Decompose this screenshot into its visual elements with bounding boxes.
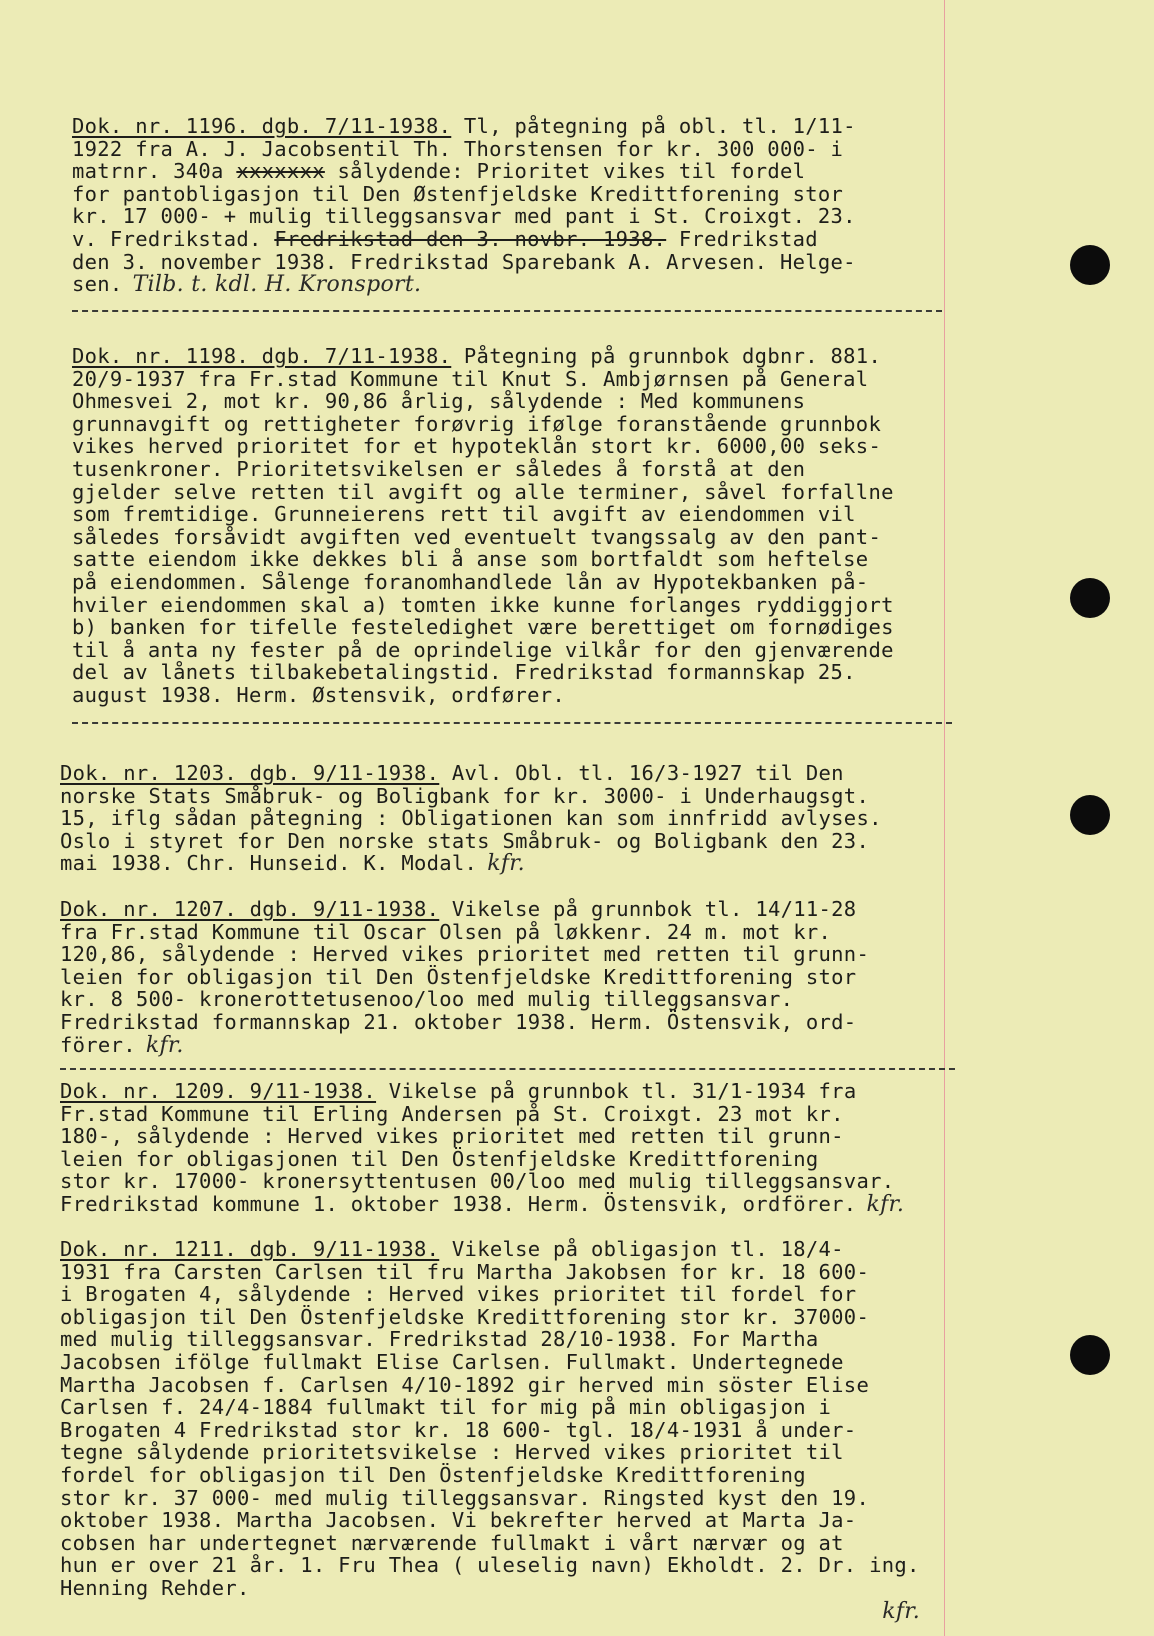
entry-1203: Dok. nr. 1203. dgb. 9/11-1938. Avl. Obl. tl. 16/3-1927 til Den norske Stats Småbruk- og Boligbank for kr. 3000- i Underhaugsgt. 15, iflg sådan påtegning : Obligationen kan som innfridd avlyses. Oslo i styret for Den norske stats Småbruk- og Boligbank den 23. mai 1938. Chr. Hunseid. K. Modal. kfr. — [60, 761, 882, 877]
entry-heading: Dok. nr. 1203. dgb. 9/11-1938. — [60, 761, 440, 785]
handwritten-note: Tilb. t. kdl. H. Kronsport. — [132, 272, 422, 298]
punch-hole-1 — [1070, 245, 1110, 285]
entry-heading: Dok. nr. 1207. dgb. 9/11-1938. — [60, 897, 440, 921]
separator — [72, 722, 952, 724]
handwritten-initials: kfr. — [866, 1191, 905, 1217]
entry-1198: Dok. nr. 1198. dgb. 7/11-1938. Påtegning på grunnbok dgbnr. 881. 20/9-1937 fra Fr.stad Kommune til Knut S. Ambjørnsen på General Ohmesvei 2, mot kr. 90,86 årlig, sålydende : Med kommunens grunnavgift og rettigheter forøvrig ifølge foranstående grunnbok vikes herved prioritet for et hypoteklån stort kr. 6000,00 seks- tusenkroner. Prioritetsvikelsen er således å forstå at den gjelder selve retten til avgift og alle terminer, såvel forfallne som fremtidige. Grunneierens rett til avgift av eiendommen vil således forsåvidt avgiften ved eventuelt tvangssalg av den pant- satte eiendom ikke dekkes bli å anse som bortfaldt som heftelse på eiendommen. Sålenge foranomhandlede lån av Hypotekbanken på- hviler eiendommen skal a) tomten ikke kunne forlanges ryddiggjort b) banken for tifelle festeledighet være berettiget om fornødiges til å anta ny fester på de oprindelige vilkår for den gjenværende del av lånets tilbakebetalingstid. Fredrikstad formannskap 25. august 1938. Herm. Østensvik, ordfører. — [72, 344, 894, 707]
separator — [60, 1068, 955, 1070]
entry-heading: Dok. nr. 1209. 9/11-1938. — [60, 1079, 377, 1103]
handwritten-initials: kfr. — [882, 1598, 920, 1624]
punch-hole-4 — [1070, 1335, 1110, 1375]
entry-1209: Dok. nr. 1209. 9/11-1938. Vikelse på grunnbok tl. 31/1-1934 fra Fr.stad Kommune til Erling Andersen på St. Croixgt. 23 mot kr. 180-, sålydende : Herved vikes prioritet med retten til grunn- leien for obligasjonen til Den Östenfjeldske Kredittforening stor kr. 17000- kronersyttentusen 00/loo med mulig tilleggsansvar. Fredrikstad kommune 1. oktober 1938. Herm. Östensvik, ordförer. kfr. — [60, 1079, 905, 1217]
separator — [72, 310, 942, 312]
entry-1211: Dok. nr. 1211. dgb. 9/11-1938. Vikelse på obligasjon tl. 18/4- 1931 fra Carsten Carlsen til fru Martha Jakobsen for kr. 18 600- i Brogaten 4, sålydende : Herved vikes prioritet til fordel for obligasjon til Den Östenfjeldske Kredittforening stor kr. 37000- med mulig tilleggsansvar. Fredrikstad 28/10-1938. For Martha Jacobsen ifölge fullmakt Elise Carlsen. Fullmakt. Undertegnede Martha Jacobsen f. Carlsen 4/10-1892 gir herved min söster Elise Carlsen f. 24/4-1884 fullmakt til for mig på min obligasjon i Brogaten 4 Fredrikstad stor kr. 18 600- tgl. 18/4-1931 å under- tegne sålydende prioritetsvikelse : Herved vikes prioritet til fordel for obligasjon til Den Östenfjeldske Kredittforening stor kr. 37 000- med mulig tilleggsansvar. Ringsted kyst den 19. oktober 1938. Martha Jacobsen. Vi bekrefter herved at Marta Ja- cobsen har undertegnet nærværende fullmakt i vårt nærvær og at hun er over 21 år. 1. Fru Thea ( uleselig navn) Ekholdt. 2. Dr. ing. Henning Rehder. kfr. — [60, 1237, 920, 1624]
handwritten-initials: kfr. — [145, 1032, 184, 1058]
punch-hole-2 — [1070, 578, 1110, 618]
entry-heading: Dok. nr. 1211. dgb. 9/11-1938. — [60, 1237, 440, 1261]
entry-1207: Dok. nr. 1207. dgb. 9/11-1938. Vikelse på grunnbok tl. 14/11-28 fra Fr.stad Kommune til Oscar Olsen på løkkenr. 24 m. mot kr. 120,86, sålydende : Herved vikes prioritet med retten til grunn- leien for obligasjon til Den Östenfjeldske Kredittforening stor kr. 8 500- kronerottetusenoo/loo med mulig tilleggsansvar. Fredrikstad formannskap 21. oktober 1938. Herm. Östensvik, ord- förer. kfr. — [60, 897, 870, 1058]
struck-text: xxxxxxx — [236, 159, 325, 184]
struck-text: Fredrikstad den 3. novbr. 1938. — [274, 226, 667, 251]
entry-heading: Dok. nr. 1196. dgb. 7/11-1938. — [72, 114, 452, 138]
handwritten-initials: kfr. — [487, 851, 525, 877]
punch-hole-3 — [1070, 795, 1110, 835]
entry-heading: Dok. nr. 1198. dgb. 7/11-1938. — [72, 344, 452, 368]
entry-1196: Dok. nr. 1196. dgb. 7/11-1938. Tl, påtegning på obl. tl. 1/11- 1922 fra A. J. Jacobsentil Th. Thorstensen for kr. 300 000- i matrnr. 340a xxxxxxx sålydende: Prioritet vikes til fordel for pantobligasjon til Den Østenfjeldske Kredittforening stor kr. 17 000- + mulig tilleggsansvar med pant i St. Croixgt. 23. v. Fredrikstad. Fredrikstad den 3. novbr. 1938. Fredrikstad den 3. november 1938. Fredrikstad Sparebank A. Arvesen. Helge- sen. Tilb. t. kdl. H. Kronsport. — [72, 114, 856, 298]
